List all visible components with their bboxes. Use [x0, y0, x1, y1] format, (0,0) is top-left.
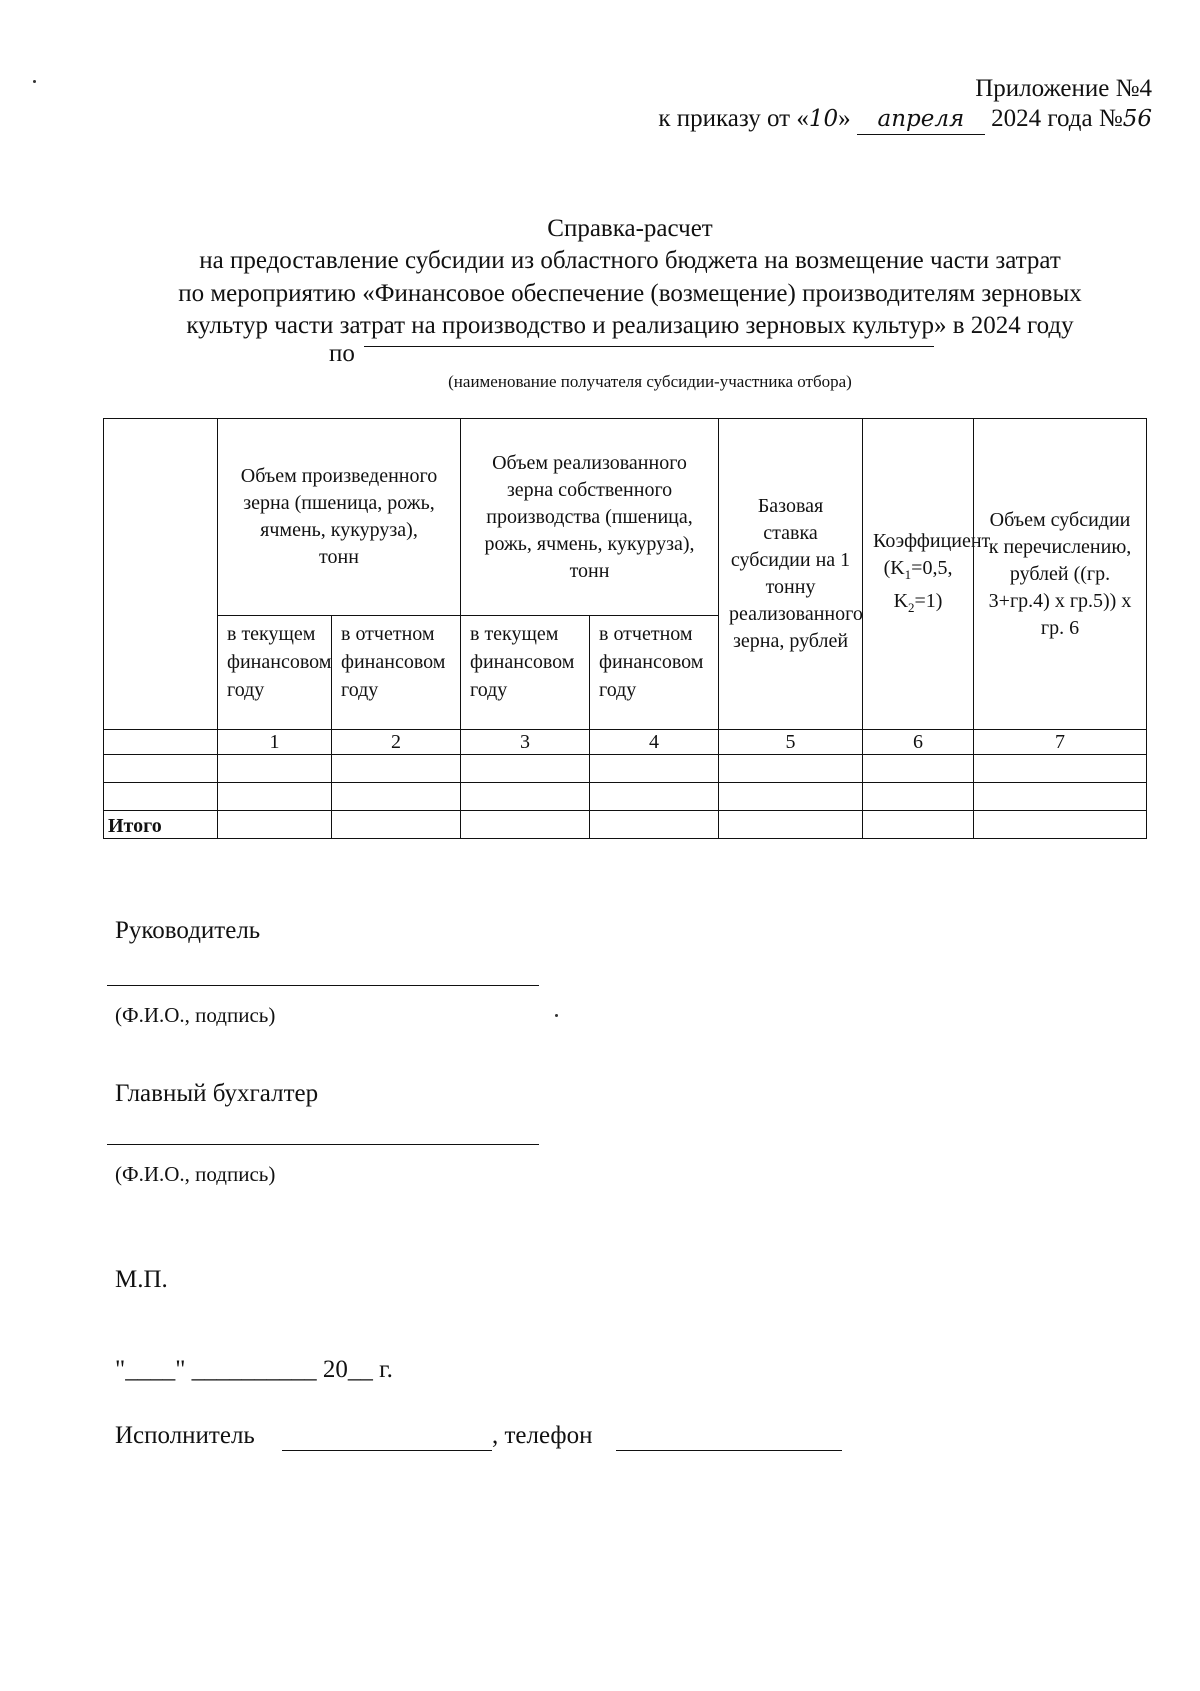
total-row [104, 811, 1147, 839]
doc-subtitle-1: на предоставление субсидии из областного бюджета на возмещение части затрат [199, 247, 1061, 274]
column-number: 1 [218, 730, 332, 755]
header-sold-grain: Объем реализованного зерна собственного производства (пшеница, рожь, ячмень, кукуруза), тонн [461, 419, 719, 616]
total-cell[interactable] [332, 811, 461, 839]
header-base-rate: Базовая ставка субсидии на 1 тонну реализованного зерна, рублей [719, 419, 863, 730]
stamp-label: М.П. [115, 1266, 168, 1293]
table-cell[interactable] [104, 783, 218, 811]
total-cell[interactable] [863, 811, 974, 839]
header-subsidy-amount: Объем субсидии к перечислению, рублей ((гр. 3+гр.4) x гр.5)) x гр. 6 [974, 419, 1147, 730]
total-label: Итого [104, 811, 218, 839]
total-cell[interactable] [461, 811, 590, 839]
total-cell[interactable] [218, 811, 332, 839]
column-number: 4 [590, 730, 719, 755]
table-cell[interactable] [218, 783, 332, 811]
total-cell[interactable] [590, 811, 719, 839]
column-number: 3 [461, 730, 590, 755]
table-cell[interactable] [218, 755, 332, 783]
head-label: Руководитель [115, 917, 261, 944]
table-cell[interactable] [719, 755, 863, 783]
order-prefix: к приказу от « [658, 105, 809, 132]
accountant-signature-line[interactable] [107, 1144, 539, 1145]
phone-line[interactable] [616, 1450, 842, 1451]
subheader-produced-reporting: в отчетном финансовом году [332, 616, 461, 730]
table-cell[interactable] [863, 783, 974, 811]
column-number-row [104, 730, 1147, 755]
executor-line[interactable] [282, 1450, 492, 1451]
column-number: 2 [332, 730, 461, 755]
table-row [104, 755, 1147, 783]
table-cell[interactable] [461, 783, 590, 811]
table-cell[interactable] [719, 783, 863, 811]
header-produced-grain: Объем произведенного зерна (пшеница, рожь, ячмень, кукуруза), тонн [218, 419, 461, 616]
head-caption: (Ф.И.О., подпись) [115, 1003, 276, 1027]
date-line: "____" __________ 20__ г. [115, 1356, 393, 1383]
phone-label: , телефон [492, 1422, 593, 1449]
subheader-sold-reporting: в отчетном финансовом году [590, 616, 719, 730]
subheader-sold-current: в текущем финансовом году [461, 616, 590, 730]
table-cell[interactable] [974, 755, 1147, 783]
scan-speck [555, 1014, 558, 1017]
order-reference [658, 104, 1152, 135]
doc-subtitle-3: культур части затрат на производство и реализацию зерновых культур» в 2024 году [186, 312, 1074, 339]
column-number: 7 [974, 730, 1147, 755]
recipient-line [364, 346, 934, 347]
number-cell-empty [104, 730, 218, 755]
table-cell[interactable] [104, 755, 218, 783]
doc-subtitle-2: по мероприятию «Финансовое обеспечение (возмещение) производителям зерновых [178, 280, 1082, 307]
total-cell[interactable] [974, 811, 1147, 839]
table-cell[interactable] [332, 783, 461, 811]
header-coefficient [863, 419, 991, 730]
table-cell[interactable] [590, 783, 719, 811]
accountant-label: Главный бухгалтер [115, 1080, 319, 1107]
subheader-produced-current: в текущем финансовом году [218, 616, 332, 730]
column-number: 6 [863, 730, 974, 755]
coef-sub-2: 2 [908, 599, 915, 615]
order-number: 56 [1122, 106, 1152, 132]
order-mid: » [838, 105, 851, 132]
appendix-title: Приложение №4 [975, 75, 1152, 102]
recipient-caption: (наименование получателя субсидии-участника отбора) [448, 372, 852, 391]
order-month: апреля [857, 104, 985, 135]
row-label-header [104, 419, 218, 730]
coef-sub-1: 1 [904, 566, 912, 582]
appendix-header [658, 74, 1152, 135]
order-day: 10 [808, 106, 839, 132]
executor-label: Исполнитель [115, 1422, 255, 1449]
table-cell[interactable] [974, 783, 1147, 811]
by-label: по [329, 340, 355, 367]
accountant-caption: (Ф.И.О., подпись) [115, 1162, 276, 1186]
column-number: 5 [719, 730, 863, 755]
table-cell[interactable] [461, 755, 590, 783]
coef-text-1: Коэффициент (K [873, 529, 991, 579]
coef-text-2: =0,5, K [893, 556, 953, 612]
table-cell[interactable] [332, 755, 461, 783]
table-cell[interactable] [863, 755, 974, 783]
order-suffix: 2024 года № [991, 105, 1123, 132]
table-row [104, 783, 1147, 811]
head-signature-line[interactable] [107, 985, 539, 986]
scan-speck [33, 80, 36, 83]
total-cell[interactable] [719, 811, 863, 839]
table-cell[interactable] [590, 755, 719, 783]
doc-title: Справка-расчет [547, 215, 713, 242]
subsidy-table [103, 418, 1147, 839]
coef-text-3: =1) [914, 589, 943, 612]
